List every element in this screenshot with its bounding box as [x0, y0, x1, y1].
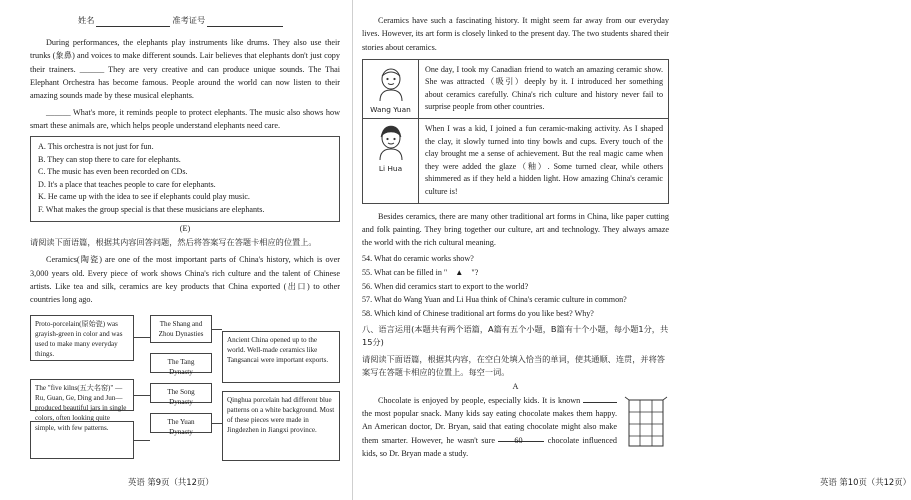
left-page-column — [0, 0, 352, 500]
chocolate-bar-icon — [623, 396, 669, 450]
option-c: C. The music has even been recorded on CDs. — [38, 167, 188, 177]
section-eight-instruction: 请阅读下面语篇，根据其内容，在空白处填入恰当的单词，使其通顺、连贯，并将答案写在答题卡相应的位置上。每空一词。 — [362, 353, 665, 377]
student-quote-2: When I was a kid, I joined a fun ceramic-making activity. As I shaped the clay, it slowly turned into tiny bowls and cups. Every touch of the clay brought me a sense of achievement. But the real magic came when they were added the glaze（釉）. Some turned clear, while others shimmered as if they held a hidden light. How amazing China's ceramic culture is! — [425, 124, 663, 196]
list-item: 58. Which kind of Chinese traditional art forms do you like best? Why? — [362, 308, 594, 318]
name-blank[interactable] — [96, 17, 170, 27]
cloze-text-1: Chocolate is enjoyed by people, especially kids. It is known — [378, 395, 583, 405]
page-footer-left: 英语 第9页（共12页） — [128, 477, 214, 487]
option-d: D. It's a place that teaches people to care for elephants. — [38, 179, 216, 189]
list-item: 54. What do ceramic works show? — [362, 254, 474, 264]
diagram-box-qinghua: Qinghua porcelain had different blue patterns on a white background. Most of these pieces were made in Jingdezhen in Jiangxi province. — [222, 391, 340, 461]
student-quote-1: One day, I took my Canadian friend to watch an amazing ceramic show. She was attracted（吸引）deeply by it. I introduced her something about ceramics carefully. China's rich culture and history never fail to surprise people from other countries. — [425, 64, 663, 112]
exam-id-label: 准考证号 — [172, 15, 206, 25]
passage-paragraph-1: During performances, the elephants play instruments like drums. They also use their trunks (象鼻) and voices to make different sounds. Lair believes that elephants don't just copy their trainers. ______ They are very creative and can produce unique sounds. The Thai Elephant Orchestra has become famous. People around the world can now listen to their amazing sounds made by these musical elephants. — [30, 38, 340, 101]
student-avatar-cell-1 — [363, 60, 419, 118]
diagram-box-yuan: The Yuan Dynasty — [150, 413, 212, 433]
cloze-blank-60[interactable]: 60 — [498, 434, 544, 442]
section-label-e: (E) — [179, 224, 191, 234]
diagram-box-blank — [30, 421, 134, 459]
option-a: A. This orchestra is not just for fun. — [38, 142, 154, 152]
cloze-text-3: chocolate influenced kids, so Dr. Bryan made a study. — [362, 435, 618, 458]
table-row — [363, 119, 668, 202]
ceramics-intro-paragraph: Ceramics(陶瓷) are one of the most important parts of China's history, which is over 3,000 years old. Every piece of work shows China's rich culture and the talent of Chinese artists. Like tea and silk, ceramics are key products that China exported (出口) to other countries long ago. — [30, 255, 340, 305]
cloze-text-2: the most popular snack. Many kids say eating chocolate makes them happy. An American doctor, Dr. Bryan, said that eating chocolate might also make them smarter. However, he wasn't sure — [362, 409, 617, 445]
cloze-blank-59[interactable] — [583, 395, 617, 403]
right-page-column — [352, 0, 911, 500]
cloze-passage-block — [362, 394, 669, 460]
diagram-connector-1 — [134, 337, 150, 338]
diagram-box-five-kilns: The "five kilns(五大名窑)" —Ru, Guan, Ge, Ding and Jun— produced beautiful jars in single colors, often looking quite simple, with few patterns. — [30, 379, 134, 411]
exam-id-blank[interactable] — [207, 17, 283, 27]
list-item: 55. What can be filled in " ▲ "? — [362, 267, 479, 277]
table-row — [363, 60, 668, 119]
reading-instruction: 请阅读下面语篇，根据其内容回答问题，然后将答案写在答题卡相应的位置上。 — [30, 237, 317, 248]
diagram-box-tang: The Tang Dynasty — [150, 353, 212, 373]
list-item: 56. When did ceramics start to export to the world? — [362, 281, 529, 291]
questions-list — [362, 252, 669, 320]
diagram-box-song: The Song Dynasty — [150, 383, 212, 403]
students-quotes-table — [362, 59, 669, 204]
option-k: K. He came up with the idea to see if elephants could play music. — [38, 192, 250, 202]
student-avatar-cell-2 — [363, 119, 419, 202]
student-id-line — [30, 14, 340, 27]
options-box — [30, 136, 340, 222]
diagram-box-tang-export: Ancient China opened up to the world. Well-made ceramics like Tangsancai were important exports. — [222, 331, 340, 383]
other-art-forms-paragraph: Besides ceramics, there are many other traditional art forms in China, like paper cutting and folk painting. They bring together our culture, art and technology. They always amaze the world with the rich cultural meaning. — [362, 211, 669, 248]
option-f: F. What makes the group special is that these musicians are elephants. — [38, 204, 265, 214]
option-b: B. They can stop there to care for elephants. — [38, 154, 181, 164]
section-eight-title: 八、语言运用(本题共有两个语篇，A篇有五个小题，B篇有十个小题，每小题1分，共15分) — [362, 324, 669, 348]
diagram-connector-5 — [212, 423, 222, 424]
girl-avatar — [374, 123, 408, 161]
dynasty-diagram — [30, 313, 340, 463]
boy-avatar — [374, 64, 408, 102]
diagram-box-shang-zhou: The Shang and Zhou Dynasties — [150, 315, 212, 343]
student-name-2: Li Hua — [378, 164, 403, 174]
passage-paragraph-2: ______ What's more, it reminds people to protect elephants. The music also shows how smart these animals are, which helps people understand elephants need care. — [30, 107, 340, 130]
cloze-label-a: A — [512, 381, 519, 391]
name-label: 姓名 — [78, 15, 95, 25]
ceramics-history-paragraph: Ceramics have such a fascinating history. It might seem far away from our everyday lives. However, its art form is closely linked to the present day. The two students shared their stories about ceramics. — [362, 16, 669, 52]
diagram-connector-2 — [134, 395, 150, 396]
page-footer-right: 英语 第10页（共12页） — [820, 477, 911, 487]
diagram-connector-3 — [134, 440, 150, 441]
student-name-1: Wang Yuan — [370, 104, 411, 114]
diagram-connector-4 — [212, 329, 222, 330]
diagram-box-proto-porcelain: Proto-porcelain(原始瓷) was grayish-green in color and was used to make many everyday things. — [30, 315, 134, 361]
list-item: 57. What do Wang Yuan and Li Hua think of China's ceramic culture in common? — [362, 295, 627, 305]
